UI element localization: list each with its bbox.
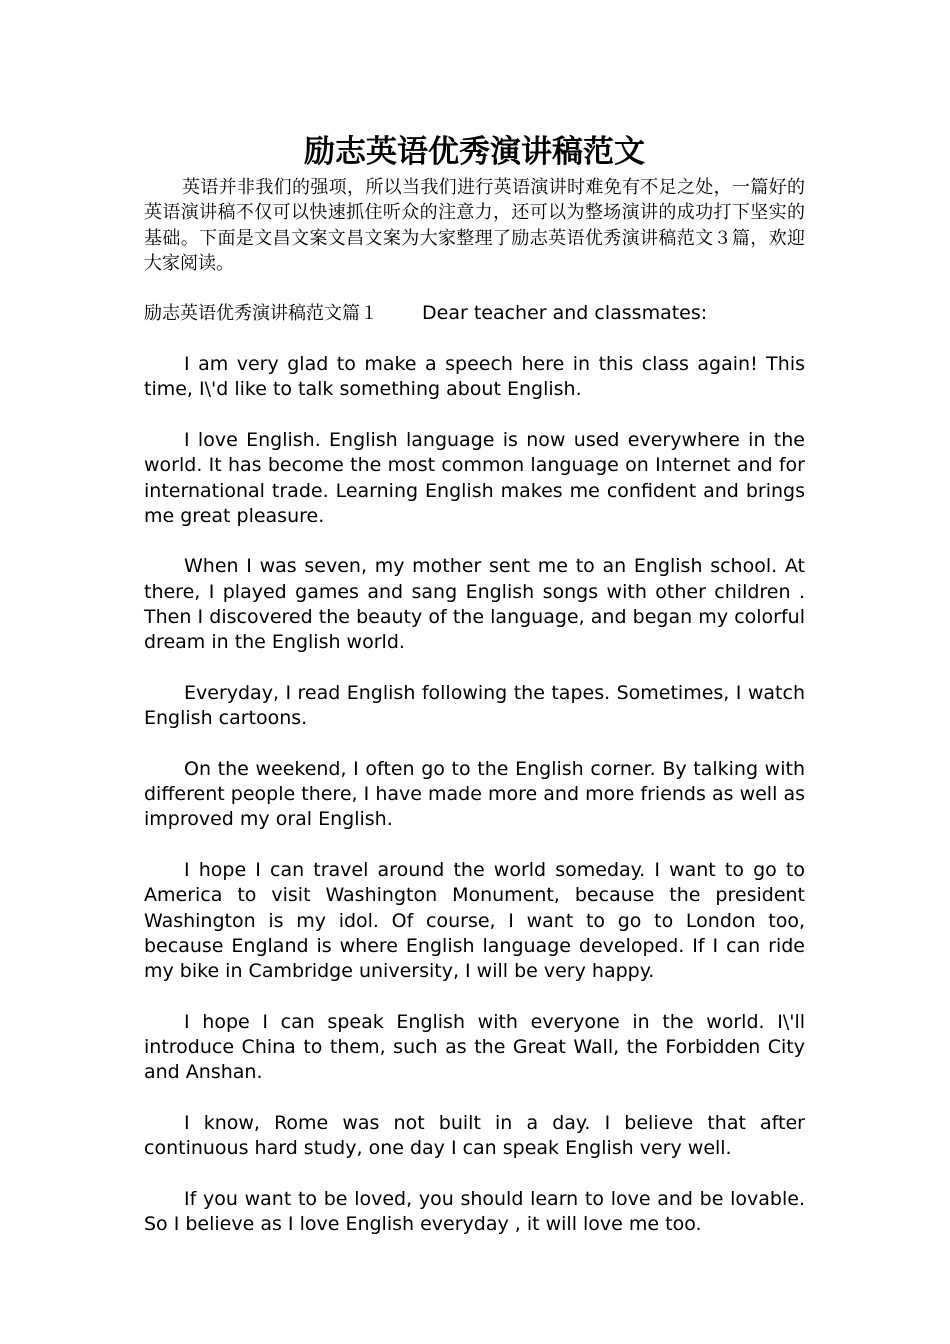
paragraph-gap bbox=[144, 732, 805, 757]
speech-paragraph: I know, Rome was not built in a day. I believe that after continuous hard study, one day I can speak English very well. bbox=[144, 1111, 805, 1160]
speech-paragraph: I am very glad to make a speech here in this class again! This time, I\'d like to talk something about English. bbox=[144, 353, 805, 401]
speech-paragraph: I love English. English language is now used everywhere in the world. It has become the most common language on Internet and for international trade. Learning English makes me confident and brings me great pleasure. bbox=[144, 428, 805, 527]
paragraph-gap bbox=[144, 529, 805, 554]
paragraph-gap bbox=[144, 985, 805, 1010]
speech-paragraph: I hope I can travel around the world someday. I want to go to America to visit Washington Monument, because the president Washington is my idol. Of course, I want to go to London too, because England is where English language developed. If I can ride my bike in Cambridge university, I will be very happy. bbox=[144, 859, 805, 983]
paragraph-gap bbox=[144, 403, 805, 428]
speech-paragraph: Everyday, I read English following the tapes. Sometimes, I watch English cartoons. bbox=[144, 681, 805, 730]
section-heading: 励志英语优秀演讲稿范文篇１ bbox=[144, 303, 378, 325]
paragraph-gap bbox=[144, 276, 805, 301]
document-body bbox=[144, 130, 805, 1237]
paragraph-gap bbox=[144, 327, 805, 352]
speech-paragraph: If you want to be loved, you should learn to love and be lovable. So I believe as I love English everyday , it will love me too. bbox=[144, 1187, 805, 1236]
speech-paragraph: When I was seven, my mother sent me to an English school. At there, I played games and sang English songs with other children . Then I discovered the beauty of the language, and began my colorful dream in the English world. bbox=[144, 555, 805, 654]
paragraph-gap bbox=[144, 656, 805, 681]
paragraph-gap bbox=[144, 833, 805, 858]
paragraph-gap bbox=[144, 1086, 805, 1111]
section-heading-line bbox=[144, 301, 805, 326]
intro-paragraph: 英语并非我们的强项，所以当我们进行英语演讲时难免有不足之处，一篇好的英语演讲稿不仅可以快速抓住听众的注意力，还可以为整场演讲的成功打下坚实的基础。下面是文昌文案文昌文案为大家整理了励志英语优秀演讲稿范文３篇，欢迎大家阅读。 bbox=[144, 177, 805, 274]
document-title: 励志英语优秀演讲稿范文 bbox=[304, 134, 645, 170]
speech-paragraph: On the weekend, I often go to the English corner. By talking with different people there, I have made more and more friends as well as improved my oral English. bbox=[144, 757, 805, 831]
salutation: Dear teacher and classmates: bbox=[422, 302, 708, 325]
speech-paragraph: I hope I can speak English with everyone in the world. I\'ll introduce China to them, such as the Great Wall, the Forbidden City and Anshan. bbox=[144, 1010, 805, 1084]
paragraph-gap bbox=[144, 1162, 805, 1187]
